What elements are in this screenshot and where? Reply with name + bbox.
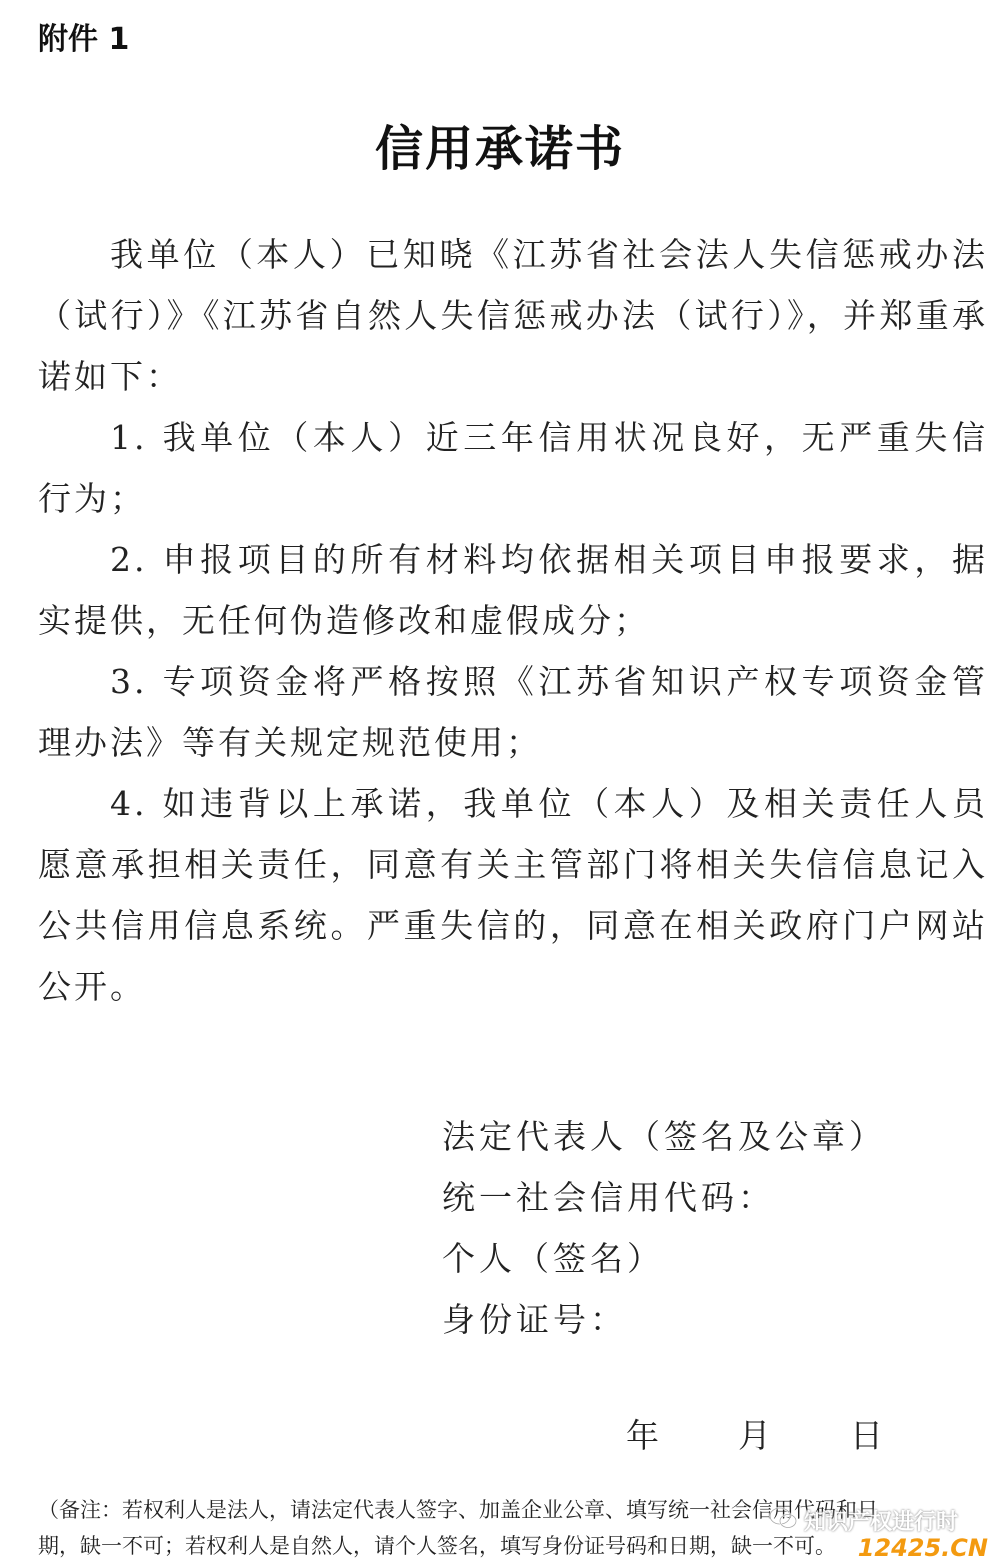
- document-title: 信用承诺书: [374, 121, 625, 177]
- remark-line-1: （备注：若权利人是法人，请法定代表人签字、加盖企业公章、填写统一社会信用代码和日: [38, 1498, 878, 1522]
- id-number-line: 身份证号：: [442, 1300, 627, 1339]
- attachment-label: 附件 1: [38, 22, 130, 57]
- date-year: 年: [626, 1416, 659, 1455]
- date-day: 日: [850, 1416, 883, 1455]
- commitment-item-1: 1. 我单位（本人）近三年信用状况良好，无严重失信行为；: [38, 418, 988, 518]
- commitment-body: [38, 224, 988, 1017]
- commitment-item-3: 3. 专项资金将严格按照《江苏省知识产权专项资金管理办法》等有关规定规范使用；: [38, 662, 988, 762]
- wechat-icon: [768, 1505, 798, 1535]
- commitment-item-4: 4. 如违背以上承诺，我单位（本人）及相关责任人员愿意承担相关责任，同意有关主管部门将相关失信信息记入公共信用信息系统。严重失信的，同意在相关政府门户网站公开。: [38, 784, 988, 1006]
- legal-rep-signature-line: 法定代表人（签名及公章）: [442, 1117, 886, 1156]
- date-month: 月: [738, 1416, 771, 1455]
- intro-paragraph: 我单位（本人）已知晓《江苏省社会法人失信惩戒办法（试行）》《江苏省自然人失信惩戒办法（试行）》，并郑重承诺如下：: [38, 235, 988, 396]
- remark-line-2: 期，缺一不可；若权利人是自然人，请个人签名，填写身份证号码和日期，缺一不可。: [38, 1534, 836, 1558]
- commitment-item-2: 2. 申报项目的所有材料均依据相关项目申报要求，据实提供，无任何伪造修改和虚假成分；: [38, 540, 988, 640]
- credit-code-line: 统一社会信用代码：: [442, 1178, 775, 1217]
- site-logo-mark: 12425.CN: [857, 1534, 988, 1562]
- signature-block: [442, 1106, 886, 1350]
- individual-signature-line: 个人（签名）: [442, 1239, 664, 1278]
- watermark-text: 知识产权进行时: [804, 1509, 959, 1535]
